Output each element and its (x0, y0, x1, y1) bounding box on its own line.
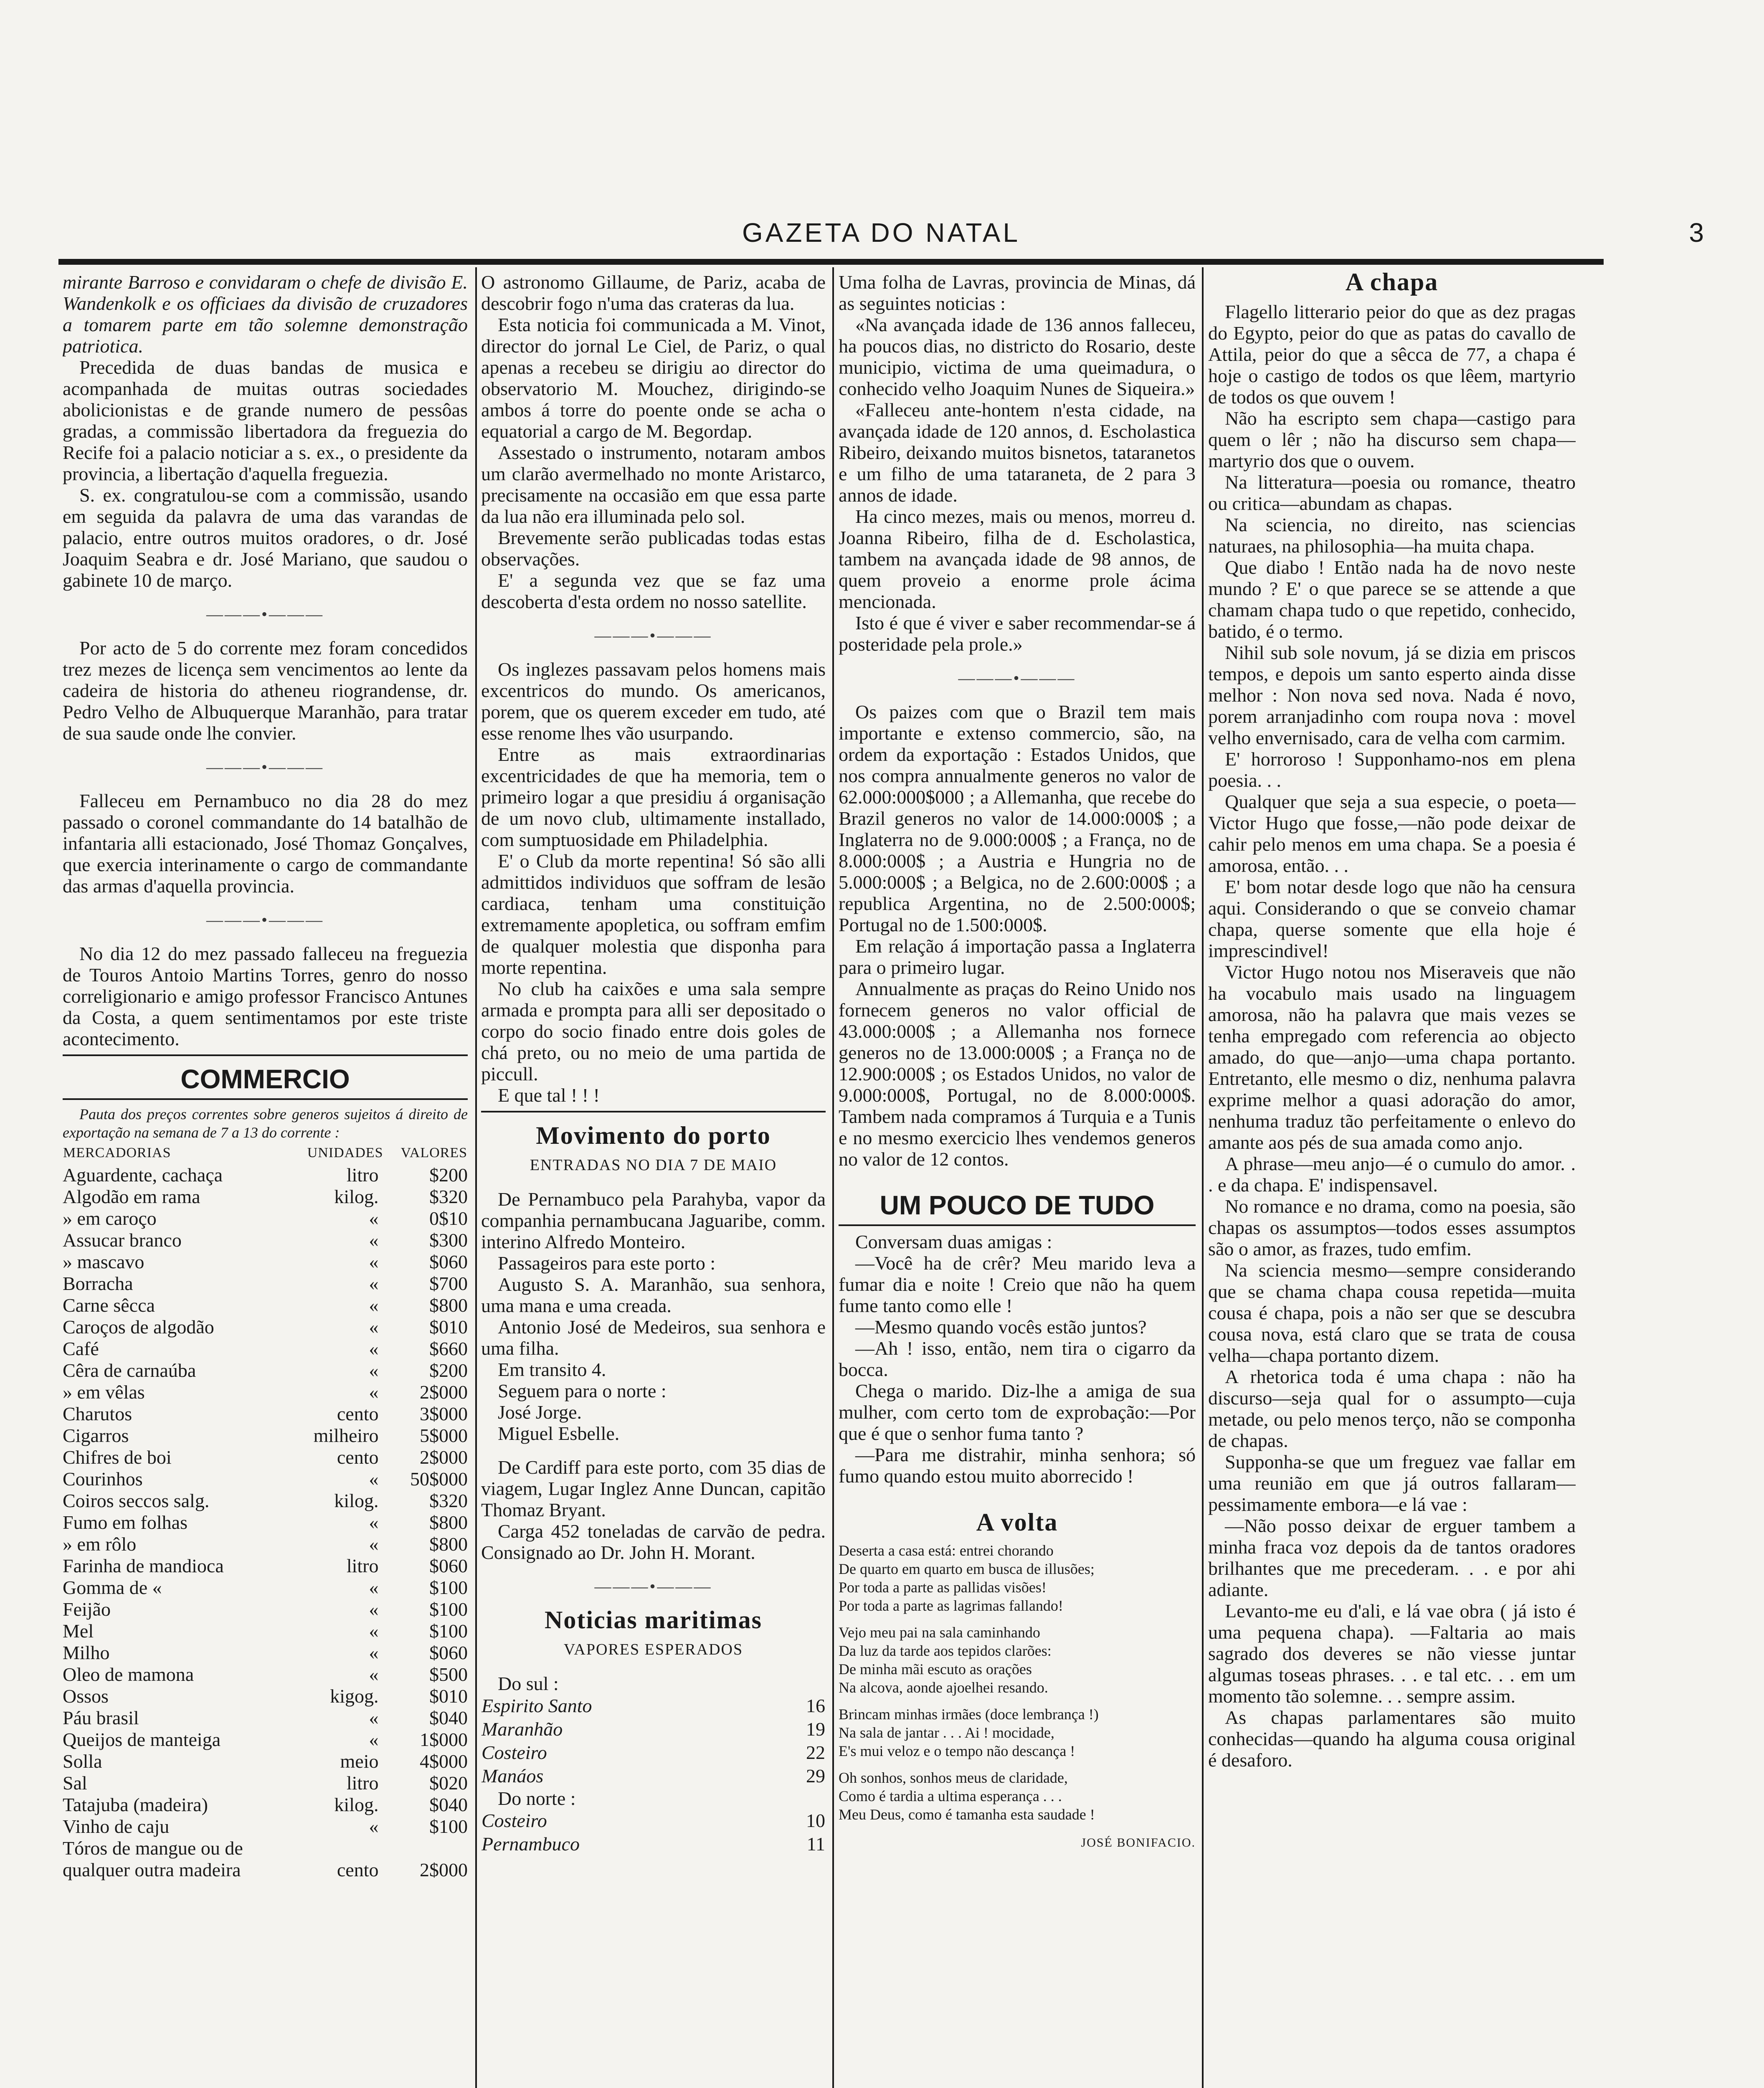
poem-stanza (839, 1705, 1196, 1760)
price-value: $500 (429, 1664, 468, 1685)
poem-stanza (839, 1623, 1196, 1697)
price-value: $060 (429, 1642, 468, 1663)
column-divider (832, 267, 834, 2088)
price-unit: « (369, 1729, 379, 1750)
table-row (63, 1468, 468, 1490)
ship-name: Costeiro (482, 1742, 547, 1763)
table-row (63, 1273, 468, 1295)
poem-stanza (839, 1769, 1196, 1824)
price-item: Cêra de carnaúba (63, 1360, 196, 1381)
article-paragraph: Levanto-me eu d'ali, e lá vae obra ( já isto é uma pequena chapa). —Faltaria ao mais sagrado dos deveres se não viesse juntar algumas toseas phrases. . . e tal etc. . . em um momento tão solemne. . . sempre assim. (1208, 1600, 1576, 1707)
article-paragraph: Na sciencia mesmo—sempre considerando que se chama chapa cousa repetida—muita cousa é chapa, pois a não ser que se descubra cousa nova, está claro que se trata de cousa velha—chapa portanto dizem. (1208, 1259, 1576, 1366)
column-divider (1202, 267, 1204, 2088)
poem-line: Por toda a parte as pallidas visões! (839, 1579, 1047, 1596)
table-row (63, 1381, 468, 1403)
price-unit: « (369, 1664, 379, 1685)
price-value: 4$000 (420, 1751, 468, 1772)
price-unit: kilog. (334, 1794, 379, 1815)
pouco-paragraph: Chega o marido. Diz-lhe a amiga de sua mulher, com certo tom de exprobação:—Por que é que o senhor fuma tanto ? (839, 1380, 1196, 1444)
price-value: 2$000 (420, 1381, 468, 1403)
article-paragraph: Flagello litterario peior do que as dez pragas do Egypto, peior do que as patas do cavallo de Attila, peior do que a sêcca de 77, a chapa é hoje o castigo de todos os que lêem, martyrio de todos os que ouvem ! (1208, 301, 1576, 408)
poem-stanza (839, 1541, 1196, 1615)
price-item: Gomma de « (63, 1577, 162, 1598)
poem-line: Na alcova, aonde ajoelhei resando. (839, 1679, 1048, 1696)
price-value: $020 (429, 1772, 468, 1794)
chapa-title: A chapa (1345, 271, 1439, 296)
price-item: » em rôlo (63, 1533, 137, 1555)
norte-label: Do norte : (498, 1788, 576, 1809)
poem-line: Como é tardia a ultima esperança . . . (839, 1788, 1062, 1804)
table-row (63, 1816, 468, 1837)
price-item: Cigarros (63, 1425, 129, 1446)
ornament-divider: ———•——— (206, 605, 324, 623)
table-row (63, 1447, 468, 1468)
table-row (63, 1512, 468, 1533)
price-unit: kilog. (334, 1186, 379, 1207)
maritimas-title: Noticias maritimas (545, 1606, 762, 1634)
table-row (63, 1620, 468, 1642)
price-item: Borracha (63, 1273, 133, 1294)
price-item: Páu brasil (63, 1707, 139, 1728)
price-item: Mel (63, 1620, 94, 1642)
table-row (63, 1229, 468, 1251)
page-header (58, 217, 1704, 255)
price-value: $040 (429, 1794, 468, 1815)
table-row (63, 1577, 468, 1599)
price-unit: « (369, 1273, 379, 1294)
ornament-divider: ———•——— (206, 910, 324, 929)
price-item: Charutos (63, 1403, 132, 1424)
porto-paragraph: Em transito 4. (498, 1359, 606, 1380)
table-row (481, 1832, 826, 1856)
price-item: Vinho de caju (63, 1816, 170, 1837)
price-unit: cento (337, 1859, 379, 1880)
table-row (63, 1751, 468, 1772)
price-unit: « (369, 1533, 379, 1555)
price-value: $010 (429, 1685, 468, 1707)
header-rule (58, 259, 1604, 265)
volta-poem (839, 1541, 1196, 1824)
price-unit: « (369, 1360, 379, 1381)
price-table (63, 1142, 468, 1881)
price-value: $200 (429, 1164, 468, 1186)
article-paragraph: Ha cinco mezes, mais ou menos, morreu d. Joanna Ribeiro, filha de d. Escholastica, tambem na avançada idade de 98 annos, de quem proveio a enorme prole ácima mencionada. (839, 506, 1196, 612)
price-item: Fumo em folhas (63, 1512, 188, 1533)
price-value: $060 (429, 1555, 468, 1576)
pouco-paragraph: —Você ha de crêr? Meu marido leva a fumar dia e noite ! Creio que não ha quem fume tanto como elle ! (839, 1252, 1196, 1316)
porto-paragraph: De Cardiff para este porto, com 35 dias de viagem, Lugar Inglez Anne Duncan, capitão Thomaz Bryant. (481, 1457, 826, 1520)
price-value: 3$000 (420, 1403, 468, 1424)
price-item: Chifres de boi (63, 1447, 172, 1468)
poem-line: Brincam minhas irmães (doce lembrança !) (839, 1706, 1099, 1723)
price-table-body (63, 1164, 468, 1881)
commercio-intro: Pauta dos preços correntes sobre generos sujeitos á direito de exportação na semana de 7 a 13 do corrente : (63, 1106, 468, 1141)
price-item: Oleo de mamona (63, 1664, 194, 1685)
price-unit: « (369, 1599, 379, 1620)
table-row (63, 1555, 468, 1577)
ornament-divider: ———•——— (594, 1577, 712, 1596)
article-paragraph: A phrase—meu anjo—é o cumulo do amor. . . e da chapa. E' indispensavel. (1208, 1153, 1576, 1196)
article-paragraph: Assestado o instrumento, notaram ambos um clarão avermelhado no monte Aristarco, precisamente na occasião em que essa parte da lua não era illuminada pelo sol. (481, 442, 826, 527)
article-paragraph: No club ha caixões e uma sala sempre armada e prompta para alli ser depositado o corpo do socio finado entre dois goles de chá preto, ou no meio de uma partida de piccull. (481, 978, 826, 1085)
price-value: $100 (429, 1599, 468, 1620)
commercio-title: COMMERCIO (180, 1064, 350, 1094)
price-value: $010 (429, 1316, 468, 1338)
price-unit: « (369, 1316, 379, 1338)
price-item: Assucar branco (63, 1229, 182, 1251)
price-item: » em caroço (63, 1208, 157, 1229)
price-unit: kigog. (330, 1685, 379, 1707)
price-item: Feijão (63, 1599, 111, 1620)
poem-line: De minha mãi escuto as orações (839, 1661, 1032, 1677)
section-rule (63, 1054, 468, 1056)
ships-norte-table (481, 1809, 826, 1856)
price-value: 0$10 (429, 1208, 468, 1229)
table-row (63, 1316, 468, 1338)
pouco-paragraph: —Ah ! isso, então, nem tira o cigarro da bocca. (839, 1338, 1196, 1380)
poem-line: Da luz da tarde aos tepidos clarões: (839, 1642, 1052, 1659)
porto-title: Movimento do porto (536, 1122, 771, 1149)
table-row (63, 1707, 468, 1729)
price-unit: « (369, 1295, 379, 1316)
pouco-paragraph: —Para me distrahir, minha senhora; só fumo quando estou muito aborrecido ! (839, 1444, 1196, 1487)
ship-name: Costeiro (482, 1810, 547, 1831)
price-item: qualquer outra madeira (63, 1859, 241, 1880)
table-row (63, 1164, 468, 1186)
article-paragraph: «Falleceu ante-hontem n'esta cidade, na avançada idade de 120 annos, d. Escholastica Ribeiro, deixando muitos bisnetos, tataranetos e um filho de uma tataraneta, de 2 para 3 annos de idade. (839, 399, 1196, 506)
price-unit: cento (337, 1403, 379, 1424)
section-rule (63, 1098, 468, 1100)
table-row (63, 1642, 468, 1664)
article-paragraph: Qualquer que seja a sua especie, o poeta—Victor Hugo que fosse,—não pode deixar de cahir pelo menos em uma chapa. Se a poesia é amorosa, então. . . (1208, 791, 1576, 876)
price-item: » mascavo (63, 1251, 144, 1272)
maritimas-subtitle: VAPORES ESPERADOS (563, 1641, 743, 1658)
poem-line: E's mui veloz e o tempo não descança ! (839, 1743, 1075, 1759)
price-value: 1$000 (420, 1729, 468, 1750)
article-paragraph: —Não posso deixar de erguer tambem a minha fraca voz depois da de tantos oradores brilhantes que me precederam. . . e por ahi adiante. (1208, 1515, 1576, 1600)
ship-day: 16 (806, 1695, 825, 1716)
price-value: 50$000 (410, 1468, 468, 1490)
ship-day: 22 (806, 1742, 825, 1763)
article-paragraph: E' horroroso ! Supponhamo-nos em plena poesia. . . (1208, 748, 1576, 791)
section-rule (481, 1111, 826, 1112)
column-4 (1208, 271, 1576, 2088)
chapa-body (1208, 301, 1576, 1771)
price-item: Aguardente, cachaça (63, 1164, 223, 1186)
article-paragraph: Precedida de duas bandas de musica e acompanhada de muitas outras sociedades abolicionistas e de grande numero de pessôas gradas, a commissão libertadora da freguezia do Recife foi a palacio noticiar a s. ex., o presidente da provincia, a libertação d'aquella freguezia. (63, 357, 468, 484)
price-item: Sal (63, 1772, 87, 1794)
ornament-divider: ———•——— (594, 626, 712, 645)
price-item: Coiros seccos salg. (63, 1490, 210, 1511)
table-row (63, 1794, 468, 1816)
price-value: $300 (429, 1229, 468, 1251)
price-unit: « (369, 1707, 379, 1728)
price-unit (288, 1837, 383, 1859)
table-row (63, 1208, 468, 1229)
article-paragraph: O astronomo Gillaume, de Pariz, acaba de descobrir fogo n'uma das crateras da lua. (481, 271, 826, 314)
ships-sul-body (481, 1694, 826, 1788)
price-unit: meio (340, 1751, 379, 1772)
ship-day: 10 (806, 1810, 825, 1831)
porto-paragraph: Seguem para o norte : (498, 1380, 667, 1401)
price-value: 2$000 (420, 1859, 468, 1880)
table-row (63, 1186, 468, 1208)
price-unit: « (369, 1229, 379, 1251)
price-item: Café (63, 1338, 99, 1359)
price-unit: « (369, 1251, 379, 1272)
poem-line: Vejo meu pai na sala caminhando (839, 1624, 1040, 1641)
price-item: Queijos de manteiga (63, 1729, 221, 1750)
table-row (481, 1809, 826, 1832)
table-row (63, 1729, 468, 1751)
ship-day: 11 (806, 1833, 825, 1855)
ship-name: Maranhão (482, 1718, 563, 1740)
ornament-divider: ———•——— (958, 669, 1076, 687)
price-unit: kilog. (334, 1490, 379, 1511)
poem-line: Meu Deus, como é tamanha esta saudade ! (839, 1806, 1095, 1823)
poem-line: Na sala de jantar . . . Ai ! mocidade, (839, 1724, 1054, 1741)
header-unidades: UNIDADES (307, 1145, 383, 1161)
table-row (63, 1772, 468, 1794)
article-paragraph: A rhetorica toda é uma chapa : não ha discurso—seja qual for o assumpto—cuja metade, ou pelo menos terço, não se componha de chapas. (1208, 1366, 1576, 1451)
ship-day: 19 (806, 1718, 825, 1740)
price-value (383, 1837, 468, 1859)
column-2 (481, 271, 826, 2088)
price-value: $040 (429, 1707, 468, 1728)
article-paragraph: Que diabo ! Então nada ha de novo neste mundo ? E' o que parece se se attende a que chamam chapa tudo o que repetido, conhecido, batido, é o termo. (1208, 557, 1576, 642)
price-value: $100 (429, 1620, 468, 1642)
poem-line: De quarto em quarto em busca de illusões; (839, 1561, 1095, 1577)
poem-line: Deserta a casa está: entrei chorando (839, 1542, 1054, 1559)
article-paragraph: Isto é que é viver e saber recommendar-se á posteridade pela prole.» (839, 612, 1196, 655)
table-row (63, 1599, 468, 1620)
price-value: $320 (429, 1490, 468, 1511)
price-unit: « (369, 1577, 379, 1598)
article-paragraph: As chapas parlamentares são muito conhecidas—quando ha alguma cousa original é desaforo. (1208, 1707, 1576, 1771)
article-paragraph: E' o Club da morte repentina! Só são alli admittidos individuos que soffram de lesão cardiaca, tenham uma constituição extremamente apopletica, ou soffram emfim de qualquer molestia que disponha para morte repentina. (481, 850, 826, 978)
price-unit: « (369, 1208, 379, 1229)
porto-paragraph: José Jorge. (498, 1401, 582, 1423)
price-item: Caroços de algodão (63, 1316, 214, 1338)
article-paragraph: Não ha escripto sem chapa—castigo para quem o lêr ; não ha discurso sem chapa—martyrio dos que o ouvem. (1208, 408, 1576, 471)
article-paragraph: No dia 12 do mez passado falleceu na freguezia de Touros Antoio Martins Torres, genro do nosso correligionario e amigo professor Francisco Antunes da Costa, a quem sentimentamos por este triste acontecimento. (63, 943, 468, 1049)
price-value: $800 (429, 1512, 468, 1533)
article-paragraph: E que tal ! ! ! (498, 1085, 600, 1106)
price-item: Tatajuba (madeira) (63, 1794, 208, 1815)
table-row (481, 1741, 826, 1764)
price-unit: litro (346, 1772, 379, 1794)
price-value: $100 (429, 1816, 468, 1837)
porto-paragraph: Passageiros para este porto : (498, 1252, 716, 1274)
porto-paragraph: Carga 452 toneladas de carvão de pedra. Consignado ao Dr. John H. Morant. (481, 1520, 826, 1563)
article-paragraph: No romance e no drama, como na poesia, são chapas os assumptos—todos esses assumptos são o amor, as frazes, tudo emfim. (1208, 1196, 1576, 1259)
price-value: $660 (429, 1338, 468, 1359)
price-value: 5$000 (420, 1425, 468, 1446)
ornament-divider: ———•——— (206, 758, 324, 776)
article-paragraph: Por acto de 5 do corrente mez foram concedidos trez mezes de licença sem vencimentos ao lente da cadeira de historia do atheneu riograndense, dr. Pedro Velho de Albuquerque Maranhão, para tratar de sua saude onde lhe convier. (63, 637, 468, 744)
price-unit: « (369, 1468, 379, 1490)
poem-author: JOSÉ BONIFACIO. (1081, 1836, 1196, 1850)
header-mercadorias: MERCADORIAS (63, 1145, 171, 1161)
header-valores: VALORES (400, 1145, 467, 1161)
ships-norte-body (481, 1809, 826, 1856)
article-paragraph: Victor Hugo notou nos Miseraveis que não ha vocabulo mais usado na linguagem amorosa, não ha palavra que mais vezes se tenha empregado com referencia ao objecto amado, do que—anjo—uma chapa portanto. Entretanto, elle mesmo o diz, nenhuma palavra exprime melhor a quasi adoração do amor, nenhuma traduz tão perfeitamente o enlevo do amante aos pés de sua amada como anjo. (1208, 961, 1576, 1153)
article-paragraph: Os inglezes passavam pelos homens mais excentricos do mundo. Os americanos, porem, que os querem exceder em tudo, até esse renome lhes vão usurpando. (481, 659, 826, 744)
section-rule (839, 1224, 1196, 1226)
table-row (63, 1403, 468, 1425)
article-paragraph: Em relação á importação passa a Inglaterra para o primeiro lugar. (839, 935, 1196, 978)
price-item: Solla (63, 1751, 102, 1772)
article-paragraph: Nihil sub sole novum, já se dizia em priscos tempos, e depois um santo esperto ainda disse melhor : Non nova sed nova. Nada é novo, porem arranjadinho com roupa nova : movel velho envernisado, cara de velha com carmim. (1208, 642, 1576, 748)
price-value: 2$000 (420, 1447, 468, 1468)
price-item: » em vêlas (63, 1381, 145, 1403)
porto-subtitle: ENTRADAS NO DIA 7 DE MAIO (530, 1156, 777, 1174)
pouco-paragraph: —Mesmo quando vocês estão juntos? (855, 1316, 1147, 1338)
table-row (63, 1425, 468, 1447)
article-paragraph: Annualmente as praças do Reino Unido nos fornecem generos no valor official de 43.000:000$ ; a Allemanha nos fornece generos no de 13.000:000$ ; a França no de 12.900:000$ ; os Estados Unidos, no valor de 9.000:000$, Portugal, no de 8.000:000$. Tambem nada compramos á Turquia e a Tunis e no mesmo exercicio lhes vendemos generos no valor de 12 contos. (839, 978, 1196, 1170)
article-paragraph: Na sciencia, no direito, nas sciencias naturaes, na philosophia—ha muita chapa. (1208, 514, 1576, 557)
price-item: Milho (63, 1642, 110, 1663)
price-unit: « (369, 1381, 379, 1403)
price-table-header (63, 1142, 468, 1164)
porto-paragraph: Antonio José de Medeiros, sua senhora e uma filha. (481, 1316, 826, 1359)
article-paragraph: Entre as mais extraordinarias excentricidades de que ha memoria, tem o primeiro logar a que presidiu á organisação de um novo club, ultimamente installado, com sumptuosidade em Philadelphia. (481, 744, 826, 850)
price-unit: litro (346, 1555, 379, 1576)
price-value: $800 (429, 1533, 468, 1555)
pouco-title: UM POUCO DE TUDO (879, 1190, 1155, 1220)
price-item: Farinha de mandioca (63, 1555, 224, 1576)
article-paragraph: Uma folha de Lavras, provincia de Minas, dá as seguintes noticias : (839, 271, 1196, 314)
price-item: Courinhos (63, 1468, 143, 1490)
table-row (63, 1490, 468, 1512)
ship-day: 29 (806, 1765, 825, 1786)
porto-paragraph: Miguel Esbelle. (498, 1423, 620, 1444)
price-unit: « (369, 1338, 379, 1359)
porto-paragraph: De Pernambuco pela Parahyba, vapor da companhia pernambucana Jaguaribe, comm. interino Alfredo Monteiro. (481, 1188, 826, 1252)
sul-label: Do sul : (498, 1673, 559, 1694)
ships-sul-table (481, 1694, 826, 1788)
table-row (63, 1338, 468, 1360)
price-unit: milheiro (313, 1425, 379, 1446)
price-unit: « (369, 1512, 379, 1533)
article-paragraph: Os paizes com que o Brazil tem mais importante e extenso commercio, são, na ordem da exportação : Estados Unidos, que nos compra annualmente generos no valor de 62.000:000$000 ; a Allemanha, que recebe do Brazil generos no valor de 14.000:000$ ; a Inglaterra no de 9.000:000$ ; a França, no de 8.000:000$ ; a Austria e Hungria no de 5.000:000$ ; a Belgica, no de 2.600:000$ ; a republica Argentina, no de 2.500:000$; Portugal no de 1.500:000$. (839, 701, 1196, 935)
porto-paragraph: Augusto S. A. Maranhão, sua senhora, uma mana e uma creada. (481, 1274, 826, 1316)
table-row (63, 1685, 468, 1707)
article-paragraph: E' bom notar desde logo que não ha censura aqui. Considerando o que se conveio chamar chapa, querse somente que ella hoje é imprescindivel! (1208, 876, 1576, 961)
table-row (63, 1664, 468, 1685)
table-row (63, 1837, 468, 1859)
article-paragraph: Esta noticia foi communicada a M. Vinot, director do jornal Le Ciel, de Pariz, o qual apenas a recebeu se dirigiu ao director do observatorio M. Mouchez, dirigindo-se ambos á torre do poente onde se acha o equatorial a cargo de M. Begordap. (481, 314, 826, 442)
price-unit: cento (337, 1447, 379, 1468)
price-value: $800 (429, 1295, 468, 1316)
price-item: Carne sêcca (63, 1295, 155, 1316)
price-item: Algodão em rama (63, 1186, 200, 1207)
article-paragraph: Falleceu em Pernambuco no dia 28 do mez passado o coronel commandante do 14 batalhão de infantaria alli estacionado, José Thomaz Gonçalves, que exercia interinamente o cargo de commandante das armas d'aquella provincia. (63, 790, 468, 897)
table-row (63, 1295, 468, 1316)
poem-line: Por toda a parte as lagrimas fallando! (839, 1597, 1063, 1614)
price-unit: « (369, 1620, 379, 1642)
page-number: 3 (1689, 218, 1704, 248)
article-paragraph: S. ex. congratulou-se com a commissão, usando em seguida da palavra de uma das varandas de palacio, entre outros muitos oradores, o dr. José Joaquim Seabra e dr. José Mariano, que saudou o gabinete 10 de março. (63, 484, 468, 591)
article-paragraph: Na litteratura—poesia ou romance, theatro ou critica—abundam as chapas. (1208, 471, 1576, 514)
price-value: $320 (429, 1186, 468, 1207)
article-paragraph: E' a segunda vez que se faz uma descoberta d'esta ordem no nosso satellite. (481, 570, 826, 612)
price-unit: litro (346, 1164, 379, 1186)
poem-line: Oh sonhos, sonhos meus de claridade, (839, 1769, 1068, 1786)
table-row (63, 1251, 468, 1273)
article-paragraph: mirante Barroso e convidaram o chefe de divisão E. Wandenkolk e os officiaes da divisão de cruzadores a tomarem parte em tão solemne demonstração patriotica. (63, 271, 468, 357)
ship-name: Manáos (482, 1765, 544, 1786)
table-row (481, 1764, 826, 1788)
volta-title: A volta (976, 1508, 1058, 1536)
column-1 (63, 271, 468, 2088)
table-row (63, 1533, 468, 1555)
price-value: $700 (429, 1273, 468, 1294)
table-row (481, 1718, 826, 1741)
table-row (481, 1694, 826, 1718)
article-paragraph: «Na avançada idade de 136 annos falleceu, ha poucos dias, no districto do Rosario, deste municipio, victima de uma queimadura, o conhecido velho Joaquim Nunes de Siqueira.» (839, 314, 1196, 399)
ship-name: Espirito Santo (482, 1695, 592, 1716)
column-divider (475, 267, 477, 2088)
price-unit: « (369, 1816, 379, 1837)
column-3 (839, 271, 1196, 2088)
price-unit: « (369, 1642, 379, 1663)
newspaper-title: GAZETA DO NATAL (742, 218, 1021, 248)
price-item: Tóros de mangue ou de (63, 1837, 243, 1859)
ship-name: Pernambuco (482, 1833, 580, 1855)
table-row (63, 1360, 468, 1381)
table-row (63, 1859, 468, 1881)
price-value: $100 (429, 1577, 468, 1598)
price-value: $200 (429, 1360, 468, 1381)
pouco-paragraph: Conversam duas amigas : (855, 1231, 1052, 1252)
price-value: $060 (429, 1251, 468, 1272)
article-paragraph: Brevemente serão publicadas todas estas observações. (481, 527, 826, 570)
price-item: Ossos (63, 1685, 109, 1707)
article-paragraph: Supponha-se que um freguez vae fallar em uma reunião em que já outros fallaram—pessimamente embora—e lá vae : (1208, 1451, 1576, 1515)
